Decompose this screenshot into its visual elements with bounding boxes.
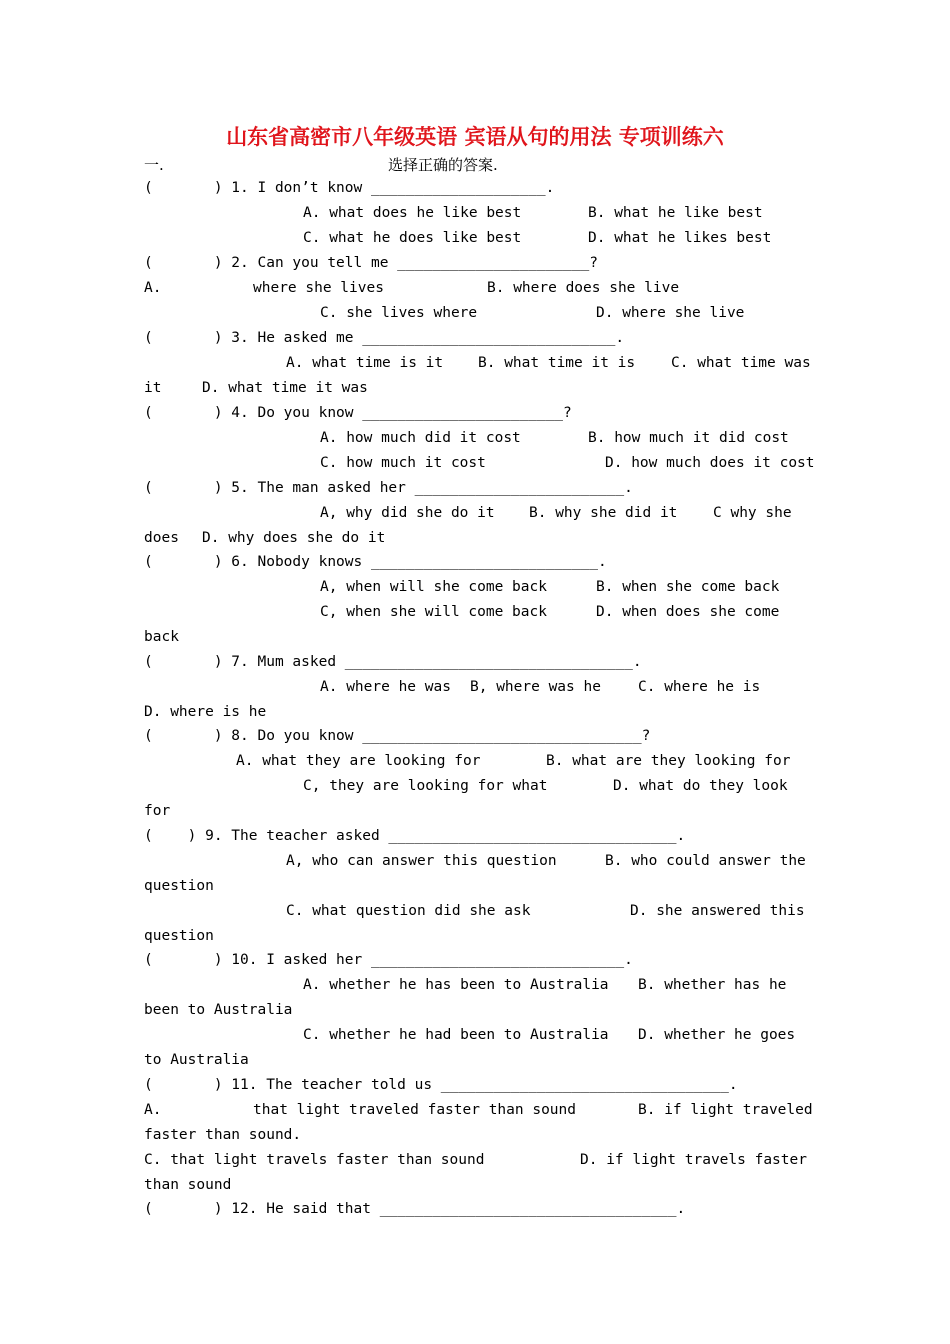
page-title: 山东省高密市八年级英语 宾语从句的用法 专项训练六 [226, 124, 724, 149]
option-6a: A, when will she come back [320, 579, 547, 595]
option-7b: B, where was he [470, 679, 601, 695]
option-11d: D. if light travels faster [580, 1152, 807, 1168]
option-5a: A, why did she do it [320, 505, 495, 521]
option-11b: B. if light traveled [638, 1102, 813, 1118]
option-7a: A. where he was [320, 679, 451, 695]
option-11c: C. that light travels faster than sound [144, 1152, 485, 1168]
option-6d-cont: back [144, 629, 179, 645]
question-3: ( ) 3. He asked me _____________________________. [144, 330, 625, 346]
question-6: ( ) 6. Nobody knows __________________________. [144, 554, 607, 570]
option-2a-marker: A. [144, 280, 162, 296]
option-8d: D. what do they look [613, 778, 788, 794]
option-2c: C. she lives where [320, 305, 478, 321]
option-7d: D. where is he [144, 704, 267, 720]
option-4a: A. how much did it cost [320, 430, 521, 446]
option-1b: B. what he like best [588, 205, 763, 221]
option-11b-cont: faster than sound. [144, 1127, 302, 1143]
option-2a: where she lives [253, 280, 384, 296]
option-6d: D. when does she come [596, 604, 780, 620]
section-instruction: 选择正确的答案. [388, 156, 498, 174]
option-3c-cont: it [144, 380, 162, 396]
option-2d: D. where she live [596, 305, 745, 321]
option-8b: B. what are they looking for [546, 753, 791, 769]
option-4c: C. how much it cost [320, 455, 486, 471]
option-6b: B. when she come back [596, 579, 780, 595]
option-8c: C, they are looking for what [303, 778, 548, 794]
question-12: ( ) 12. He said that __________________________________. [144, 1201, 686, 1217]
option-6c: C, when she will come back [320, 604, 547, 620]
question-7: ( ) 7. Mum asked _________________________________. [144, 654, 642, 670]
option-9d-cont: question [144, 928, 214, 944]
option-4b: B. how much it did cost [588, 430, 789, 446]
option-9b-cont: question [144, 878, 214, 894]
option-1d: D. what he likes best [588, 230, 772, 246]
option-3b: B. what time it is [478, 355, 636, 371]
option-7c: C. where he is [638, 679, 761, 695]
option-4d: D. how much does it cost [605, 455, 815, 471]
question-8: ( ) 8. Do you know ________________________________? [144, 728, 651, 744]
option-1c: C. what he does like best [303, 230, 522, 246]
option-5b: B. why she did it [529, 505, 678, 521]
option-3c: C. what time was [671, 355, 811, 371]
option-2b: B. where does she live [487, 280, 680, 296]
option-9a: A, who can answer this question [286, 853, 557, 869]
option-10b: B. whether has he [638, 977, 787, 993]
question-9: ( ) 9. The teacher asked _________________________________. [144, 828, 686, 844]
option-10d: D. whether he goes [638, 1027, 796, 1043]
option-5d: D. why does she do it [202, 530, 386, 546]
question-5: ( ) 5. The man asked her ________________________. [144, 480, 633, 496]
option-11a-marker: A. [144, 1102, 162, 1118]
question-2: ( ) 2. Can you tell me ______________________? [144, 255, 598, 271]
question-4: ( ) 4. Do you know _______________________? [144, 405, 572, 421]
section-number: 一. [144, 156, 164, 174]
question-11: ( ) 11. The teacher told us _________________________________. [144, 1077, 738, 1093]
option-8a: A. what they are looking for [236, 753, 481, 769]
option-5c-cont: does [144, 530, 179, 546]
option-11a: that light traveled faster than sound [253, 1102, 577, 1118]
option-1a: A. what does he like best [303, 205, 522, 221]
option-9d: D. she answered this [630, 903, 805, 919]
option-10b-cont: been to Australia [144, 1002, 293, 1018]
option-10a: A. whether he has been to Australia [303, 977, 609, 993]
option-8d-cont: for [144, 803, 171, 819]
question-1: ( ) 1. I don’t know ____________________. [144, 180, 555, 196]
option-5c: C why she [713, 505, 792, 521]
option-9b: B. who could answer the [605, 853, 806, 869]
option-9c: C. what question did she ask [286, 903, 531, 919]
option-10c: C. whether he had been to Australia [303, 1027, 609, 1043]
option-11d-cont: than sound [144, 1177, 232, 1193]
question-10: ( ) 10. I asked her _____________________________. [144, 952, 633, 968]
option-3d: D. what time it was [202, 380, 368, 396]
option-3a: A. what time is it [286, 355, 444, 371]
option-10d-cont: to Australia [144, 1052, 249, 1068]
